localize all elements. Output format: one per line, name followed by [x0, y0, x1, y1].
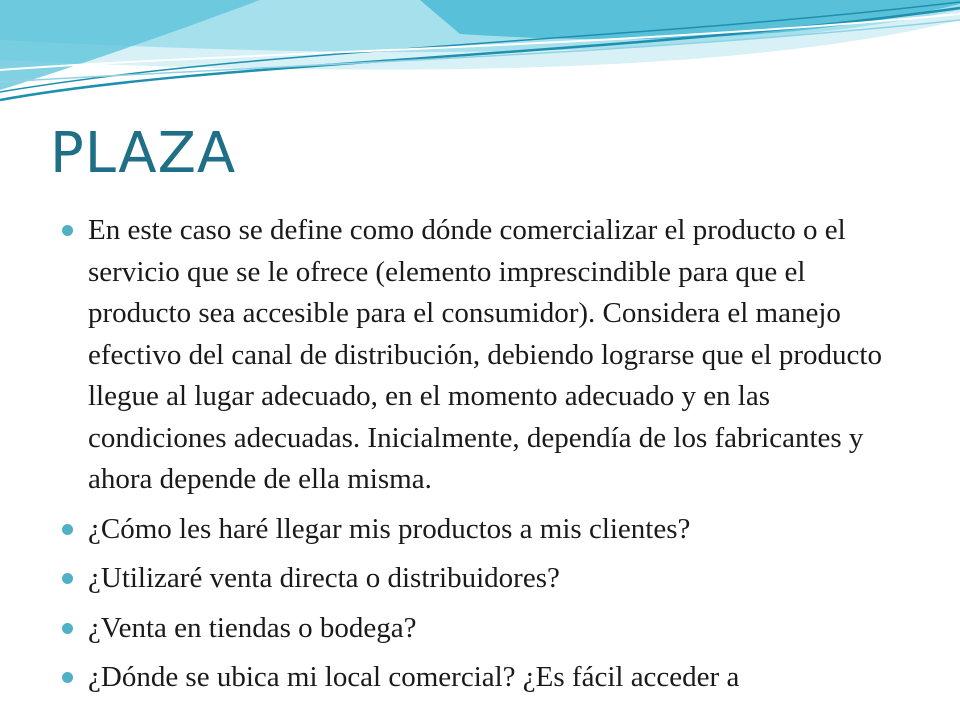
bullet-list	[0, 210, 960, 707]
bullet-item	[0, 509, 960, 551]
bullet-dot-icon	[62, 524, 73, 535]
bullet-dot-icon	[62, 672, 73, 683]
bullet-dot-icon	[62, 225, 73, 236]
bullet-item	[0, 558, 960, 600]
bullet-item	[0, 657, 960, 699]
bullet-text: ¿Venta en tiendas o bodega?	[88, 611, 417, 644]
bullet-item	[0, 608, 960, 650]
slide-title: PLAZA	[50, 121, 237, 186]
bullet-dot-icon	[62, 573, 73, 584]
wave-header-decoration	[0, 0, 960, 120]
bullet-text: ¿Cómo les haré llegar mis productos a mis clientes?	[88, 512, 691, 545]
bullet-text: ¿Dónde se ubica mi local comercial? ¿Es fácil acceder a	[88, 661, 740, 693]
bullet-item	[0, 210, 960, 501]
bullet-dot-icon	[62, 623, 73, 634]
bullet-text: En este caso se define como dónde comercializar el producto o el servicio que se le ofrece (elemento imprescindible para que el producto sea accesible para el consumidor). Considera el manejo efectivo del canal de distribución, debiendo lograrse que el producto llegue al lugar adecuado, en el momento adecuado y en las condiciones adecuadas. Inicialmente, dependía de los fabricantes y ahora depende de ella misma.	[88, 214, 882, 495]
bullet-text: ¿Utilizaré venta directa o distribuidores?	[88, 562, 560, 594]
